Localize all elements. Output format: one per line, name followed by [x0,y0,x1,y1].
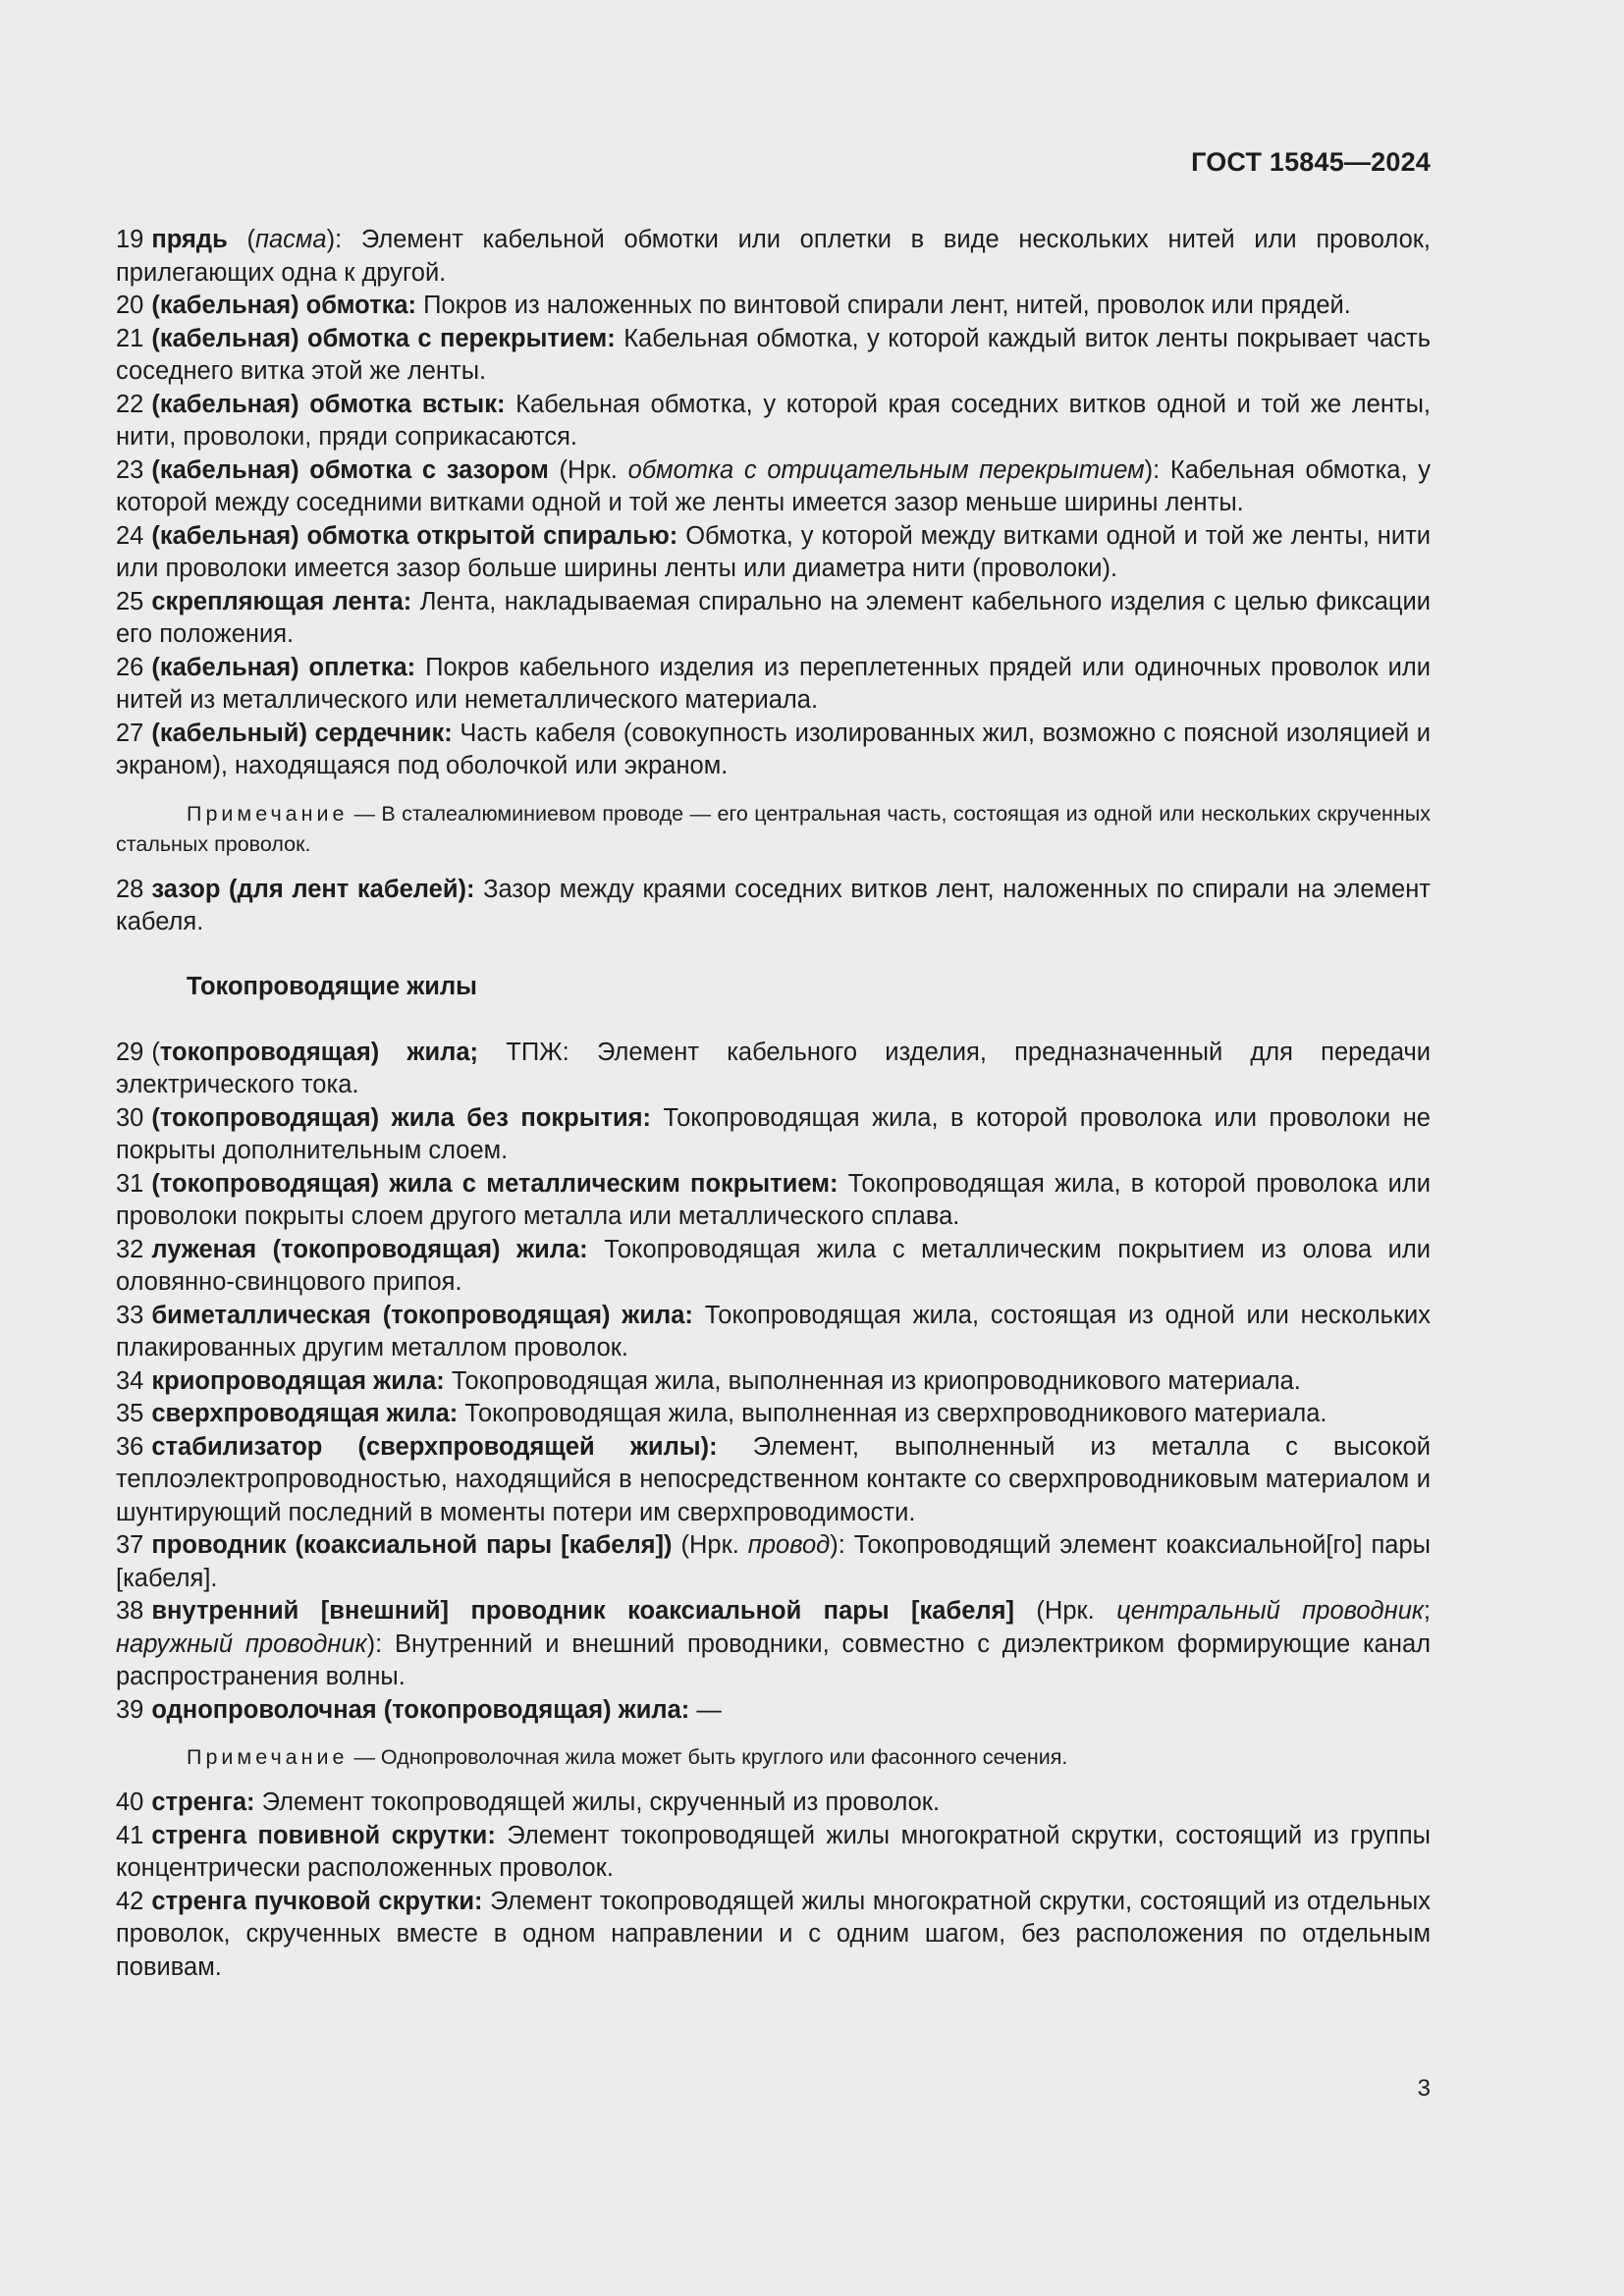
term-entry-32 [116,1234,1431,1300]
term-definition-text: Токопроводящая жила, выполненная из криопроводникового материала. [444,1366,1301,1395]
term-name: (токопроводящая) жила с металлическим покрытием: [151,1169,839,1198]
term-name: проводник (коаксиальной пары [кабеля]) [151,1531,673,1559]
term-definition-text: (Нрк. [548,455,628,484]
term-definition-text: Элемент токопроводящей жилы, скрученный из проволок. [254,1789,941,1816]
term-entry-37 [116,1529,1431,1595]
term-number: 20 [116,292,144,319]
term-number: 37 [116,1531,144,1559]
term-entry-41 [116,1820,1431,1886]
term-number: 19 [116,226,144,253]
term-definition-text: Токопроводящая жила с металлическим покрытием из олова или оловянно-свинцового припоя. [116,1235,1431,1296]
term-definition-text: ): Элемент кабельной обмотки или оплетки в виде нескольких нитей или проволок, прилегающих одна к другой. [116,226,1432,287]
term-entry-28 [116,874,1431,939]
term-entry-31 [116,1168,1431,1234]
term-name: луженая (токопроводящая) жила: [151,1235,588,1263]
term-number: 23 [116,455,144,484]
term-number: 39 [116,1695,144,1724]
term-name: стабилизатор (сверхпроводящей жилы): [151,1432,718,1461]
term-name: скрепляющая лента: [151,587,412,615]
term-definition-text: (Нрк. [1014,1597,1117,1625]
term-definition-text: Обмотка, у которой между витками одной и той же ленты, нити или проволоки имеется зазор больше ширины ленты или диаметра нити (проволоки). [116,521,1431,582]
term-number: 32 [116,1235,144,1263]
term-entry-36 [116,1431,1431,1530]
term-definition-text: Покров кабельного изделия из переплетенных прядей или одиночных проволок или нитей из металлического или неметаллического материала. [116,653,1431,714]
term-entry-38 [116,1595,1431,1694]
term-definition-text: Элемент токопроводящей жилы многократной скрутки, состоящий из группы концентрически расположенных проволок. [116,1821,1432,1882]
term-name: (кабельная) обмотка открытой спиралью: [151,521,678,550]
term-entry-33 [116,1300,1431,1365]
term-definition-text: Зазор между краями соседних витков лент, наложенных по спирали на элемент кабеля. [116,875,1431,935]
term-definition-text: Лента, накладываемая спирально на элемент кабельного изделия с целью фиксации его положения. [116,587,1431,648]
term-definition-text: Элемент токопроводящей жилы многократной скрутки, состоящий из отдельных проволок, скрученных вместе в одном направлении и с одним шагом, без расположения по отдельным повивам. [116,1887,1431,1981]
term-number: 27 [116,719,144,747]
term-entry-25 [116,586,1431,652]
term-name: биметаллическая (токопроводящая) жила: [151,1301,693,1329]
term-definition-text: ТПЖ: Элемент кабельного изделия, предназначенный для передачи электрического тока. [116,1038,1431,1098]
term-definition-text: Токопроводящая жила, состоящая из одной или нескольких плакированных другим металлом проволок. [116,1301,1432,1362]
term-definition-text: Токопроводящая жила, в которой проволока или проволоки не покрыты дополнительным слоем. [116,1103,1431,1164]
term-entry-30 [116,1102,1431,1168]
term-entry-35 [116,1398,1431,1431]
term-entry-20 [116,290,1431,323]
term-definition-text: Часть кабеля (совокупность изолированных жил, возможно с поясной изоляцией и экраном), находящаяся под оболочкой или экраном. [116,719,1431,779]
term-name: (кабельный) сердечник: [151,719,453,747]
term-definition-text: Токопроводящая жила, в которой проволока или проволоки покрыты слоем другого металла или металлического сплава. [116,1169,1431,1230]
term-name: (токопроводящая) жила без покрытия: [151,1103,652,1132]
term-entry-19 [116,224,1431,290]
term-entry-34 [116,1365,1431,1399]
term-entry-29 [116,1037,1431,1102]
term-number: 41 [116,1821,144,1849]
term-entry-23 [116,454,1431,520]
term-definition-text: Покров из наложенных по винтовой спирали лент, нитей, проволок или прядей. [416,292,1351,319]
document-id-header: ГОСТ 15845—2024 [1191,147,1431,177]
term-number: 35 [116,1400,144,1427]
term-definition-text: ): Токопроводящий элемент коаксиальной[го] пары [кабеля]. [116,1531,1431,1592]
term-definition-text: ( [227,226,255,253]
section-title: Токопроводящие жилы [187,972,477,1000]
note-label: Примечание [187,1745,349,1769]
term-number: 38 [116,1597,144,1625]
term-entry-22 [116,389,1431,454]
term-name: (кабельная) обмотка встык: [151,390,506,418]
term-entry-40 [116,1787,1431,1820]
term-number: 22 [116,390,144,418]
term-synonym: наружный проводник [116,1629,367,1658]
term-synonym: обмотка с отрицательным перекрытием [627,455,1145,484]
term-name: зазор (для лент кабелей): [151,875,475,903]
term-synonym: центральный проводник [1116,1597,1424,1625]
term-entry-39 [116,1694,1431,1728]
term-entry-27 [116,718,1431,783]
term-definition-text: ): Внутренний и внешний проводники, совместно с диэлектриком формирующие канал распространения волны. [116,1629,1432,1690]
term-name: сверхпроводящая жила: [151,1400,459,1427]
term-definition-text: — [689,1695,722,1724]
term-number: 40 [116,1789,144,1816]
term-number: 30 [116,1103,144,1132]
term-definition-text: Кабельная обмотка, у которой каждый виток ленты покрывает часть соседнего витка этой же ленты. [116,324,1431,385]
term-definition-text: ): Кабельная обмотка, у которой между соседними витками одной и той же ленты имеется зазор меньше ширины ленты. [116,455,1431,516]
term-number: 36 [116,1432,144,1461]
term-synonym: провод [747,1531,831,1559]
term-definition-text: ; [1423,1597,1432,1625]
term-number: 21 [116,324,144,352]
term-number: 33 [116,1301,144,1329]
term-number: 42 [116,1887,144,1915]
term-name: стренга: [151,1789,255,1816]
definitions-list [116,224,1431,1984]
term-number: 24 [116,521,144,550]
term-name: (кабельная) обмотка: [151,292,417,319]
term-definition-text: Кабельная обмотка, у которой края соседних витков одной и той же ленты, нити, проволоки, пряди соприкасаются. [116,390,1431,451]
term-number: 31 [116,1169,144,1198]
term-name: (кабельная) обмотка с зазором [151,455,549,484]
term-definition-text: (Нрк. [672,1531,748,1559]
term-entry-24 [116,520,1431,586]
term-definition-text: Токопроводящая жила, выполненная из сверхпроводникового материала. [458,1400,1327,1427]
term-name: криопроводящая жила: [151,1366,445,1395]
term-definition-text: ( [151,1038,160,1066]
term-number: 26 [116,653,144,681]
note-label: Примечание [187,801,349,826]
term-number: 28 [116,875,144,903]
note [116,799,1431,860]
term-name: токопроводящая) жила; [159,1038,479,1066]
term-name: стренга повивной скрутки: [151,1821,496,1849]
page-number: 3 [1417,2075,1431,2102]
term-name: (кабельная) обмотка с перекрытием: [151,324,616,352]
term-name: прядь [151,226,228,253]
term-number: 29 [116,1038,144,1066]
term-number: 25 [116,587,144,615]
term-definition-text: Элемент, выполненный из металла с высокой теплоэлектропроводностью, находящийся в непосредственном контакте со сверхпроводниковым материалом и шунтирующий последний в моменты потери им сверхпроводимости. [116,1432,1431,1526]
term-entry-42 [116,1886,1431,1985]
term-name: (кабельная) оплетка: [151,653,416,681]
note-text: — Однопроволочная жила может быть круглого или фасонного сечения. [353,1745,1068,1769]
term-entry-26 [116,652,1431,718]
term-name: стренга пучковой скрутки: [151,1887,483,1915]
term-name: однопроволочная (токопроводящая) жила: [151,1695,690,1724]
term-synonym: пасма [254,226,327,253]
term-number: 34 [116,1366,144,1395]
note [116,1742,1431,1773]
note-text: — В сталеалюминиевом проводе — его центральная часть, состоящая из одной или нескольких скрученных стальных проволок. [116,801,1431,856]
term-name: внутренний [внешний] проводник коаксиальной пары [кабеля] [151,1597,1014,1625]
term-entry-21 [116,323,1431,389]
